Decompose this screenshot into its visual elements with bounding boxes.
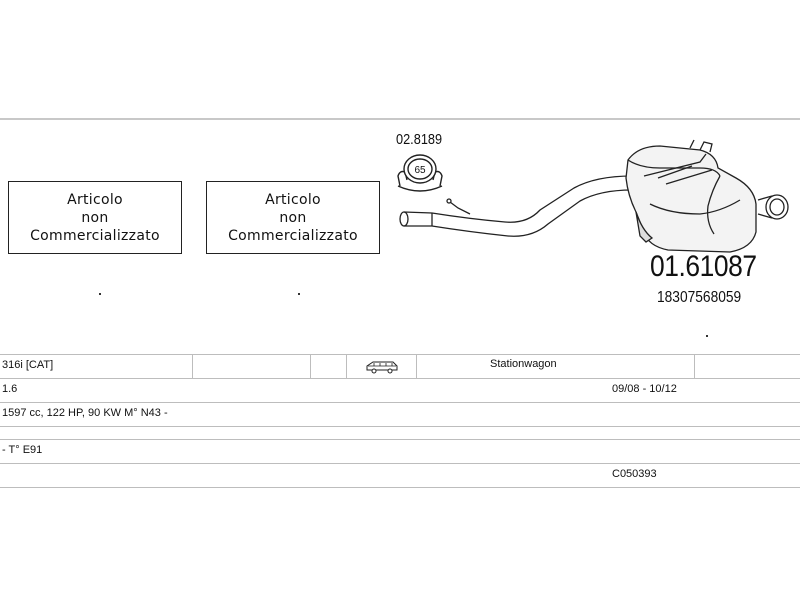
body-type: Stationwagon <box>490 358 557 370</box>
not-available-line-3: Commercializzato <box>228 227 358 244</box>
vehicle-info-table <box>0 354 800 488</box>
table-spacer <box>0 427 800 440</box>
not-available-line-1: Articolo <box>67 191 123 208</box>
table-row <box>0 464 800 488</box>
oem-reference-number: 18307568059 <box>657 289 742 306</box>
vehicle-model: 316i [CAT] <box>2 359 54 371</box>
engine-size: 1.6 <box>2 383 18 395</box>
production-period: 09/08 - 10/12 <box>612 383 677 395</box>
muffler-part-number: 01.61087 <box>650 250 757 283</box>
table-row <box>0 440 800 464</box>
clamp-size-badge: 65 <box>414 165 426 176</box>
engine-specs: 1597 cc, 122 HP, 90 KW M° N43 - <box>2 407 168 419</box>
not-available-line-1: Articolo <box>265 191 321 208</box>
clamp-part-number: 02.8189 <box>396 131 443 148</box>
table-row <box>0 354 800 379</box>
column-divider <box>346 355 347 378</box>
table-row <box>0 379 800 403</box>
rear-muffler-drawing <box>626 140 788 252</box>
not-available-line-2: non <box>279 209 307 226</box>
station-wagon-icon <box>366 360 398 374</box>
not-available-line-3: Commercializzato <box>30 227 160 244</box>
pipe-clamp-icon <box>398 155 442 191</box>
column-divider <box>694 355 695 378</box>
catalog-code: C050393 <box>612 468 657 480</box>
not-available-line-2: non <box>81 209 109 226</box>
chassis-code: - T° E91 <box>2 444 43 456</box>
table-row <box>0 403 800 427</box>
column-divider <box>192 355 193 378</box>
column-divider <box>310 355 311 378</box>
column-divider <box>416 355 417 378</box>
exhaust-pipe <box>400 176 632 236</box>
